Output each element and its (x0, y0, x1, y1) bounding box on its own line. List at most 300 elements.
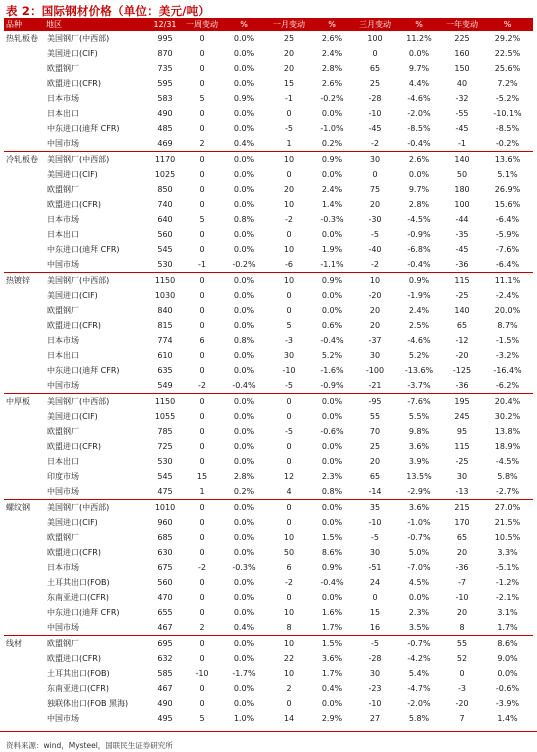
week-pct-cell: 0.8% (233, 215, 255, 224)
month-pct-cell: 2.6% (321, 79, 343, 88)
quarter-pct-cell: 4.5% (408, 578, 430, 587)
week-pct-cell: 0.0% (233, 64, 255, 73)
region-cell: 美国钢厂(中西部) (47, 34, 110, 43)
week-pct-cell: 0.0% (233, 291, 255, 300)
month-change-cell: 1 (286, 139, 292, 148)
table-row (4, 257, 533, 273)
table-row (4, 590, 533, 605)
quarter-change-cell: -37 (368, 336, 382, 345)
region-cell: 中东进口(迪拜 CFR) (47, 124, 120, 133)
region-cell: 日本市场 (47, 215, 79, 224)
month-pct-cell: 0.0% (321, 230, 343, 239)
week-change-cell: 0 (199, 699, 205, 708)
month-change-cell: 20 (283, 49, 295, 58)
region-cell: 中国市场 (47, 623, 79, 632)
month-pct-cell: 1.6% (321, 608, 343, 617)
month-pct-cell: 0.9% (310, 273, 354, 289)
year-pct-cell: 13.6% (482, 152, 533, 168)
price-cell: 475 (157, 487, 173, 496)
price-cell: 774 (157, 336, 173, 345)
month-pct-cell: 0.0% (321, 442, 343, 451)
steel-price-table (4, 18, 533, 726)
month-pct-cell: 8.6% (321, 548, 343, 557)
month-change-cell: 0 (286, 457, 292, 466)
price-cell: 490 (157, 109, 173, 118)
week-pct-cell: 0.0% (233, 608, 255, 617)
year-change-cell: -45 (455, 245, 469, 254)
price-cell: 583 (157, 94, 173, 103)
year-pct-cell: 15.6% (494, 200, 521, 209)
year-pct-cell: -1.5% (495, 336, 520, 345)
quarter-change-cell: 25 (369, 442, 381, 451)
month-change-cell: -2 (285, 215, 293, 224)
header-row (4, 18, 533, 31)
week-pct-cell: 0.0% (233, 548, 255, 557)
month-pct-cell: 0.0% (321, 457, 343, 466)
week-pct-cell: 0.4% (233, 139, 255, 148)
week-pct-cell: 0.0% (233, 124, 255, 133)
week-pct-cell: 0.0% (233, 533, 255, 542)
week-pct-cell: 0.0% (233, 593, 255, 602)
month-change-cell: 0 (286, 170, 292, 179)
table-row (4, 530, 533, 545)
month-pct-cell: 2.6% (321, 34, 343, 43)
table-row (4, 620, 533, 636)
table-row (4, 424, 533, 439)
year-pct-cell: -6.4% (495, 260, 520, 269)
week-pct-cell: 0.2% (233, 487, 255, 496)
year-change-cell: 65 (456, 321, 468, 330)
month-pct-cell: 0.9% (321, 563, 343, 572)
year-change-cell: 140 (442, 152, 482, 168)
year-pct-cell: -7.6% (495, 245, 520, 254)
quarter-pct-cell: 3.6% (408, 442, 430, 451)
price-cell: 675 (157, 563, 173, 572)
region-cell: 日本出口 (47, 109, 79, 118)
quarter-pct-cell: 2.3% (408, 608, 430, 617)
table-row (4, 378, 533, 394)
week-change-cell: 0 (199, 109, 205, 118)
price-cell: 785 (157, 427, 173, 436)
price-cell: 469 (157, 139, 173, 148)
price-cell: 740 (157, 200, 173, 209)
week-change-cell: 0 (199, 533, 205, 542)
month-change-cell: 0 (286, 518, 292, 527)
header-quarter-change: 三月变动 (354, 18, 396, 31)
year-pct-cell: 5.1% (497, 170, 518, 179)
month-pct-cell: 0.0% (321, 412, 343, 421)
region-cell: 日本市场 (47, 563, 79, 572)
week-pct-cell: 0.8% (233, 336, 255, 345)
table-row (4, 318, 533, 333)
month-change-cell: -6 (285, 260, 293, 269)
year-pct-cell: -3.2% (495, 351, 520, 360)
week-change-cell: 0 (199, 245, 205, 254)
quarter-pct-cell: -4.2% (407, 654, 431, 663)
week-pct-cell: 2.8% (233, 472, 255, 481)
year-change-cell: -45 (455, 124, 469, 133)
price-cell: 640 (157, 215, 173, 224)
quarter-pct-cell: -2.0% (407, 109, 431, 118)
quarter-change-cell: -10 (368, 109, 382, 118)
table-row (4, 575, 533, 590)
quarter-change-cell: 20 (369, 200, 381, 209)
header-price: 12/31 (146, 18, 184, 31)
week-pct-cell: 0.0% (233, 185, 255, 194)
week-change-cell: 5 (199, 94, 205, 103)
source-note: 资料来源：wind，Mysteel，国联民生证券研究所 (6, 741, 173, 750)
week-change-cell: 0 (184, 152, 220, 168)
table-row (4, 167, 533, 182)
week-pct-cell: 0.0% (233, 518, 255, 527)
month-change-cell: 22 (283, 654, 295, 663)
week-pct-cell: 0.0% (233, 49, 255, 58)
month-change-cell: 6 (286, 563, 292, 572)
region-cell: 中东进口(迪拜 CFR) (47, 608, 120, 617)
month-change-cell: -2 (285, 578, 293, 587)
month-pct-cell: 1.5% (321, 533, 343, 542)
week-change-cell: 0 (199, 321, 205, 330)
week-change-cell: 0 (199, 291, 205, 300)
table-row (4, 91, 533, 106)
year-change-cell: 20 (456, 608, 468, 617)
region-cell: 欧盟钢厂 (47, 64, 79, 73)
week-pct-cell: 0.0% (233, 412, 255, 421)
week-change-cell: 0 (199, 64, 205, 73)
year-pct-cell: 9.0% (497, 654, 518, 663)
table-row (4, 711, 533, 726)
region-cell: 美国钢厂(中西部) (44, 394, 146, 410)
table-row (4, 500, 533, 516)
week-change-cell: 0 (199, 684, 205, 693)
month-pct-cell: -0.4% (320, 336, 344, 345)
quarter-pct-cell: -0.7% (396, 636, 442, 652)
year-change-cell: 95 (456, 427, 468, 436)
year-change-cell: 160 (454, 49, 470, 58)
table-row (4, 681, 533, 696)
week-pct-cell: 0.0% (220, 152, 268, 168)
region-cell: 美国进口(CIF) (47, 518, 98, 527)
price-cell: 467 (157, 623, 173, 632)
year-pct-cell: -16.4% (493, 366, 522, 375)
month-change-cell: 10 (268, 152, 310, 168)
region-cell: 欧盟钢厂 (47, 427, 79, 436)
price-cell: 470 (157, 593, 173, 602)
quarter-change-cell: -45 (368, 124, 382, 133)
quarter-change-cell: 75 (369, 185, 381, 194)
header-quarter-pct: % (396, 18, 442, 31)
week-pct-cell: 0.0% (233, 699, 255, 708)
quarter-pct-cell: 5.5% (408, 412, 430, 421)
week-change-cell: -1 (198, 260, 206, 269)
month-pct-cell: 0.6% (321, 321, 343, 330)
quarter-pct-cell: 5.0% (408, 548, 430, 557)
quarter-change-cell: 0 (372, 170, 378, 179)
week-change-cell: 1 (199, 487, 205, 496)
year-change-cell: -10 (455, 593, 469, 602)
month-change-cell: 0 (286, 699, 292, 708)
region-cell: 土耳其出口(FOB) (47, 669, 110, 678)
year-pct-cell: -0.6% (495, 684, 520, 693)
quarter-change-cell: -2 (371, 139, 379, 148)
week-change-cell: 0 (199, 608, 205, 617)
quarter-pct-cell: -8.5% (407, 124, 431, 133)
week-change-cell: 0 (199, 518, 205, 527)
week-change-cell: 15 (196, 472, 208, 481)
week-pct-cell: 0.0% (233, 351, 255, 360)
year-pct-cell: 25.6% (494, 64, 521, 73)
region-cell: 欧盟进口(CFR) (47, 654, 101, 663)
month-change-cell: -5 (285, 124, 293, 133)
year-change-cell: -125 (452, 366, 472, 375)
price-cell: 1150 (146, 273, 184, 289)
quarter-pct-cell: 3.5% (408, 623, 430, 632)
month-pct-cell: 0.0% (321, 109, 343, 118)
week-change-cell: 0 (199, 654, 205, 663)
quarter-change-cell: 20 (369, 321, 381, 330)
quarter-pct-cell: -2.0% (407, 699, 431, 708)
price-cell: 632 (157, 654, 173, 663)
month-change-cell: 0 (286, 291, 292, 300)
month-change-cell: 0 (286, 412, 292, 421)
week-change-cell: 0 (199, 185, 205, 194)
year-pct-cell: 22.5% (494, 49, 521, 58)
product-name: 热轧板卷 (6, 34, 38, 43)
header-year-change: 一年变动 (442, 18, 482, 31)
table-row (4, 484, 533, 500)
month-pct-cell: 1.7% (321, 669, 343, 678)
quarter-change-cell: 20 (369, 457, 381, 466)
table-row (4, 242, 533, 257)
month-pct-cell: 0.0% (321, 291, 343, 300)
month-change-cell: -10 (282, 366, 296, 375)
month-change-cell: 15 (283, 79, 295, 88)
year-pct-cell: -10.1% (493, 109, 522, 118)
week-pct-cell: 0.0% (233, 200, 255, 209)
table-row (4, 182, 533, 197)
year-pct-cell: 1.7% (497, 623, 518, 632)
table-row (4, 197, 533, 212)
price-cell: 685 (157, 533, 173, 542)
price-cell: 870 (157, 49, 173, 58)
quarter-change-cell: 0 (372, 49, 378, 58)
year-change-cell: -55 (455, 109, 469, 118)
month-pct-cell: 3.6% (321, 654, 343, 663)
month-change-cell: 0 (268, 500, 310, 516)
quarter-change-cell: 27 (369, 714, 381, 723)
month-pct-cell: -1.6% (320, 366, 344, 375)
week-change-cell: 0 (199, 593, 205, 602)
month-pct-cell: 1.4% (321, 200, 343, 209)
week-pct-cell: 0.0% (233, 578, 255, 587)
week-pct-cell: 0.0% (220, 394, 268, 410)
region-cell: 美国进口(CIF) (47, 170, 98, 179)
month-change-cell: 5 (286, 321, 292, 330)
region-cell: 中国市场 (47, 487, 79, 496)
quarter-pct-cell: -7.0% (407, 563, 431, 572)
price-cell: 610 (157, 351, 173, 360)
year-pct-cell: 5.8% (497, 472, 518, 481)
table-row (4, 303, 533, 318)
year-pct-cell: -0.2% (495, 139, 520, 148)
quarter-pct-cell: -6.8% (407, 245, 431, 254)
month-change-cell: 25 (283, 34, 295, 43)
week-change-cell: 6 (199, 336, 205, 345)
week-change-cell: 0 (199, 124, 205, 133)
month-change-cell: 20 (283, 185, 295, 194)
week-change-cell: 2 (199, 139, 205, 148)
week-change-cell: 0 (199, 578, 205, 587)
year-pct-cell: 0.0% (497, 669, 518, 678)
year-change-cell: 50 (456, 170, 468, 179)
year-change-cell: 8 (459, 623, 465, 632)
region-cell: 中国市场 (47, 139, 79, 148)
quarter-change-cell: -95 (354, 394, 396, 410)
quarter-change-cell: 30 (354, 152, 396, 168)
year-pct-cell: -5.9% (495, 230, 520, 239)
region-cell: 日本出口 (47, 457, 79, 466)
week-change-cell: 0 (184, 500, 220, 516)
week-change-cell: 0 (199, 200, 205, 209)
month-change-cell: 10 (283, 200, 295, 209)
year-pct-cell: -8.5% (495, 124, 520, 133)
price-cell: 960 (157, 518, 173, 527)
quarter-pct-cell: -13.6% (404, 366, 434, 375)
product-name: 中厚板 (4, 394, 44, 500)
year-pct-cell: -6.2% (495, 381, 520, 390)
year-change-cell: 65 (456, 533, 468, 542)
month-pct-cell: 2.4% (321, 49, 343, 58)
month-change-cell: 0 (286, 306, 292, 315)
year-pct-cell: -3.9% (495, 699, 520, 708)
week-change-cell: 0 (199, 34, 205, 43)
year-change-cell: 30 (456, 472, 468, 481)
region-cell: 中国市场 (47, 260, 79, 269)
quarter-change-cell: 65 (369, 64, 381, 73)
region-cell: 美国进口(CIF) (47, 49, 98, 58)
quarter-pct-cell: -0.7% (407, 533, 431, 542)
quarter-pct-cell: -0.9% (407, 230, 431, 239)
week-change-cell: 5 (199, 714, 205, 723)
month-pct-cell: 0.0% (321, 699, 343, 708)
month-change-cell: 20 (283, 64, 295, 73)
quarter-change-cell: 10 (354, 273, 396, 289)
price-cell: 495 (157, 714, 173, 723)
year-change-cell: 7 (459, 714, 465, 723)
region-cell: 美国进口(CIF) (47, 412, 98, 421)
header-week-pct: % (220, 18, 268, 31)
quarter-pct-cell: -2.9% (407, 487, 431, 496)
month-pct-cell: 0.0% (310, 500, 354, 516)
month-change-cell: 10 (283, 669, 295, 678)
region-cell: 欧盟进口(CFR) (47, 200, 101, 209)
week-pct-cell: -0.3% (232, 563, 256, 572)
week-pct-cell: 0.0% (233, 109, 255, 118)
week-pct-cell: -1.7% (232, 669, 256, 678)
table-row (4, 560, 533, 575)
week-pct-cell: 0.9% (233, 94, 255, 103)
month-pct-cell: -0.9% (320, 381, 344, 390)
price-cell: 1025 (154, 170, 176, 179)
table-row (4, 121, 533, 136)
year-change-cell: -12 (455, 336, 469, 345)
month-change-cell: 10 (268, 636, 310, 652)
quarter-pct-cell: 11.2% (406, 34, 432, 43)
week-change-cell: 0 (199, 79, 205, 88)
table-row (4, 363, 533, 378)
header-week-change: 一周变动 (186, 20, 218, 29)
price-cell: 530 (157, 260, 173, 269)
year-pct-cell: 8.6% (482, 636, 533, 652)
year-pct-cell: 11.1% (482, 273, 533, 289)
year-change-cell: -1 (458, 139, 466, 148)
table-row (4, 605, 533, 620)
quarter-change-cell: -23 (368, 684, 382, 693)
month-pct-cell: 0.0% (310, 394, 354, 410)
year-change-cell: 170 (454, 518, 470, 527)
table-row (4, 61, 533, 76)
year-pct-cell: -1.2% (495, 578, 520, 587)
quarter-change-cell: 30 (369, 669, 381, 678)
month-change-cell: 4 (286, 487, 292, 496)
quarter-change-cell: -14 (368, 487, 382, 496)
price-cell: 630 (157, 548, 173, 557)
month-pct-cell: 0.2% (321, 139, 343, 148)
year-pct-cell: -2.4% (495, 291, 520, 300)
header-product: 品种 (4, 18, 44, 31)
week-pct-cell: 0.0% (220, 500, 268, 516)
region-cell: 欧盟进口(CFR) (47, 442, 101, 451)
quarter-pct-cell: 5.8% (408, 714, 430, 723)
month-pct-cell: -0.2% (320, 94, 344, 103)
quarter-change-cell: 24 (369, 578, 381, 587)
year-pct-cell: 10.5% (494, 533, 521, 542)
week-pct-cell: 0.0% (233, 654, 255, 663)
year-change-cell: -3 (458, 684, 466, 693)
table-row (4, 136, 533, 152)
month-pct-cell: 0.0% (321, 518, 343, 527)
quarter-pct-cell: 9.8% (408, 427, 430, 436)
week-change-cell: 0 (199, 412, 205, 421)
month-change-cell: 50 (283, 548, 295, 557)
week-pct-cell: 0.4% (233, 623, 255, 632)
price-cell: 490 (157, 699, 173, 708)
quarter-change-cell: 35 (354, 500, 396, 516)
year-change-cell: 150 (454, 64, 470, 73)
price-cell: 595 (157, 79, 173, 88)
month-change-cell: 0 (286, 442, 292, 451)
month-change-cell: -3 (285, 336, 293, 345)
week-pct-cell: 0.0% (233, 34, 255, 43)
month-change-cell: 2 (286, 684, 292, 693)
price-cell: 840 (157, 306, 173, 315)
month-change-cell: 30 (283, 351, 295, 360)
week-change-cell: 0 (199, 351, 205, 360)
price-cell: 635 (157, 366, 173, 375)
quarter-pct-cell: -0.4% (407, 260, 431, 269)
quarter-change-cell: -5 (371, 533, 379, 542)
region-cell: 欧盟钢厂 (47, 185, 79, 194)
year-change-cell: 215 (442, 500, 482, 516)
week-pct-cell: 0.0% (233, 427, 255, 436)
quarter-pct-cell: 9.7% (408, 64, 430, 73)
table-row (4, 409, 533, 424)
price-cell: 1170 (146, 152, 184, 168)
year-change-cell: -44 (455, 215, 469, 224)
week-pct-cell: 1.0% (233, 714, 255, 723)
week-pct-cell: 0.0% (220, 636, 268, 652)
month-change-cell: 12 (283, 472, 295, 481)
